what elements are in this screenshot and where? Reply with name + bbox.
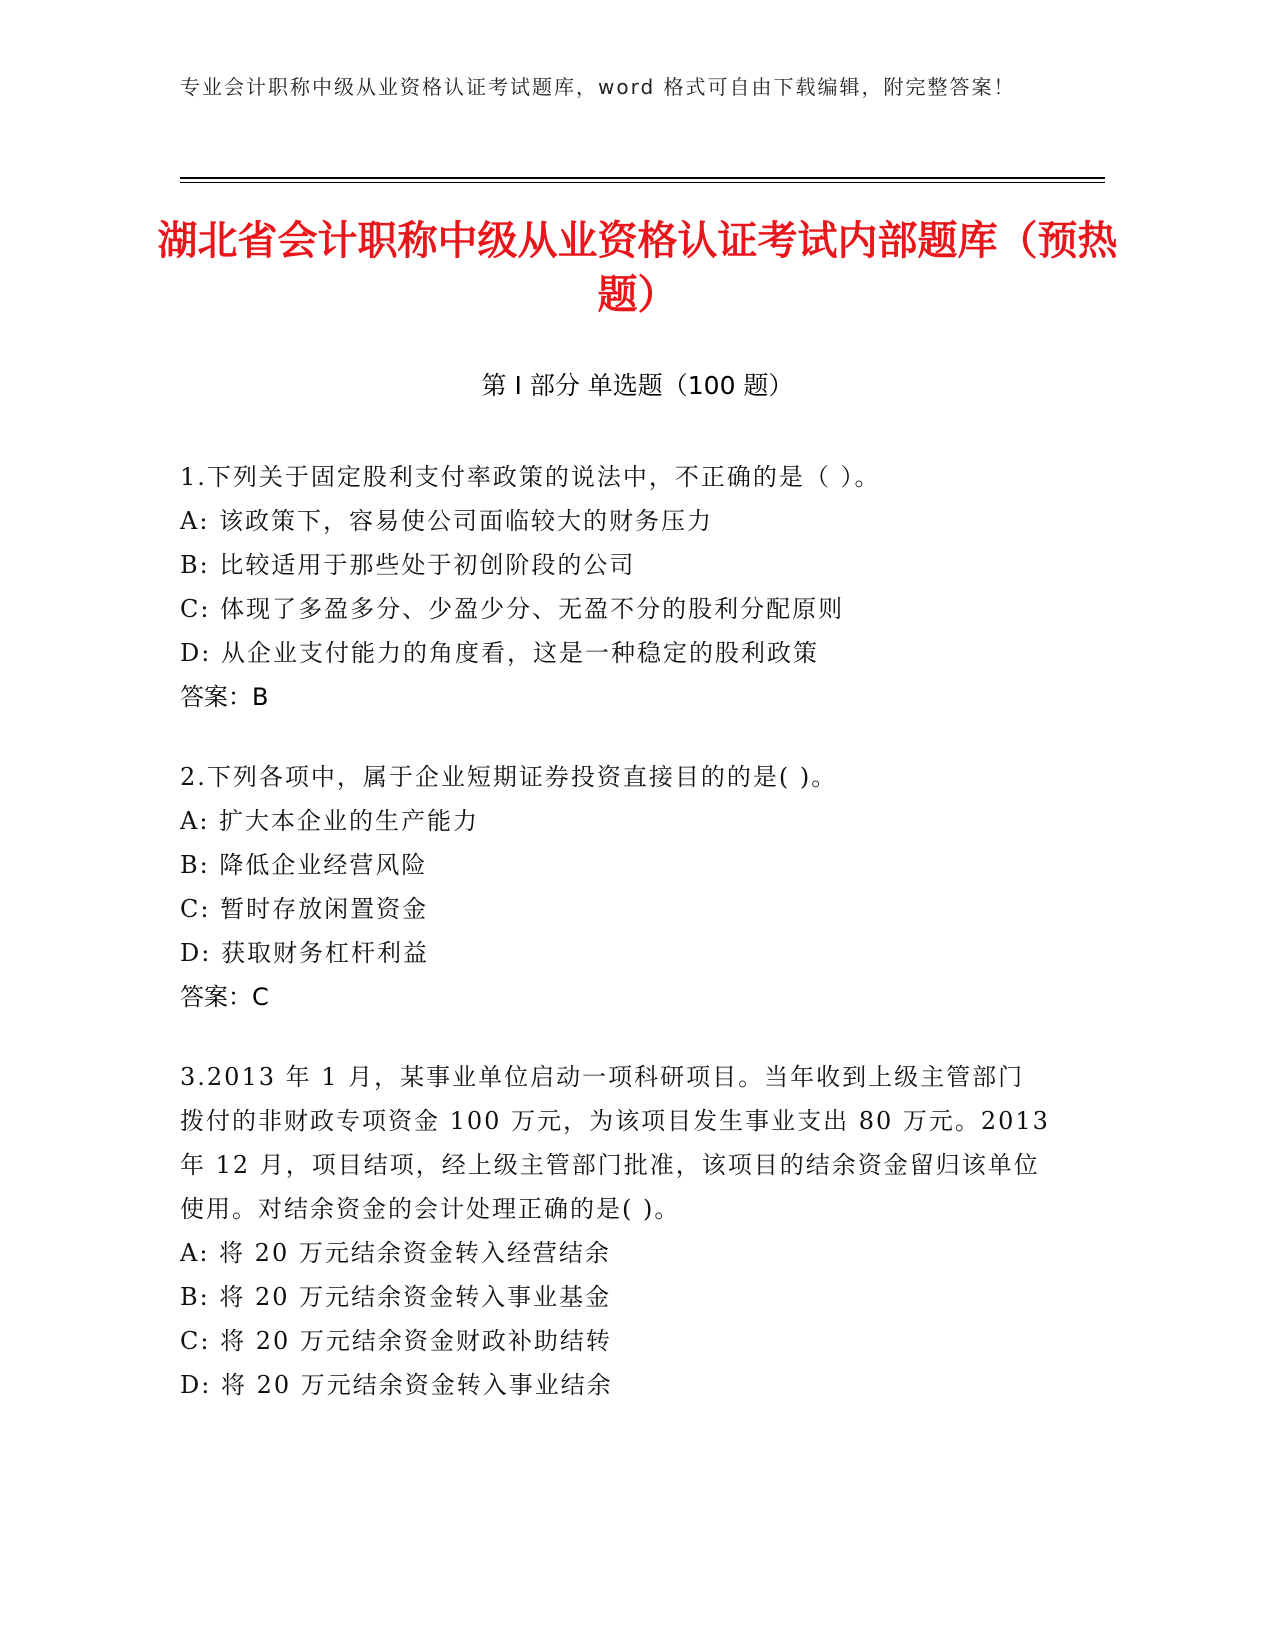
document-title: 湖北省会计职称中级从业资格认证考试内部题库（预热题） — [157, 218, 1118, 318]
answer: 答案：B — [180, 683, 269, 711]
question-list — [180, 455, 1050, 1443]
question-stem: 3.2013 年 1 月，某事业单位启动一项科研项目。当年收到上级主管部门拨付的非财政专项资金 100 万元，为该项目发生事业支出 80 万元。2013 年 12 月，项目结项，经上级主管部门批准，该项目的结余资金留归该单位使用。对结余资金的会计处理正确的是( )。 — [180, 1063, 1050, 1223]
option-b: B: 降低企业经营风险 — [180, 851, 428, 879]
question-stem: 2.下列各项中，属于企业短期证券投资直接目的的是( )。 — [180, 763, 838, 791]
question-2 — [180, 755, 1050, 1019]
option-b: B: 比较适用于那些处于初创阶段的公司 — [180, 551, 636, 579]
answer: 答案：C — [180, 983, 269, 1011]
option-b: B: 将 20 万元结余资金转入事业基金 — [180, 1283, 612, 1311]
question-1 — [180, 455, 1050, 719]
header-note: 专业会计职称中级从业资格认证考试题库，word 格式可自由下载编辑，附完整答案！ — [180, 75, 1016, 99]
question-3 — [180, 1055, 1050, 1407]
option-a: A: 该政策下，容易使公司面临较大的财务压力 — [180, 507, 714, 535]
question-stem: 1.下列关于固定股利支付率政策的说法中，不正确的是（ ）。 — [180, 463, 881, 491]
option-d: D: 获取财务杠杆利益 — [180, 939, 429, 967]
option-d: D: 从企业支付能力的角度看，这是一种稳定的股利政策 — [180, 639, 819, 667]
option-a: A: 扩大本企业的生产能力 — [180, 807, 480, 835]
option-a: A: 将 20 万元结余资金转入经营结余 — [180, 1239, 611, 1267]
section-title: 第 I 部分 单选题（100 题） — [481, 371, 794, 400]
option-d: D: 将 20 万元结余资金转入事业结余 — [180, 1371, 613, 1399]
header-divider-thin — [180, 182, 1105, 183]
option-c: C: 将 20 万元结余资金财政补助结转 — [180, 1327, 612, 1355]
option-c: C: 体现了多盈多分、少盈少分、无盈不分的股利分配原则 — [180, 595, 845, 623]
header-divider-thick — [180, 177, 1105, 179]
option-c: C: 暂时存放闲置资金 — [180, 895, 429, 923]
